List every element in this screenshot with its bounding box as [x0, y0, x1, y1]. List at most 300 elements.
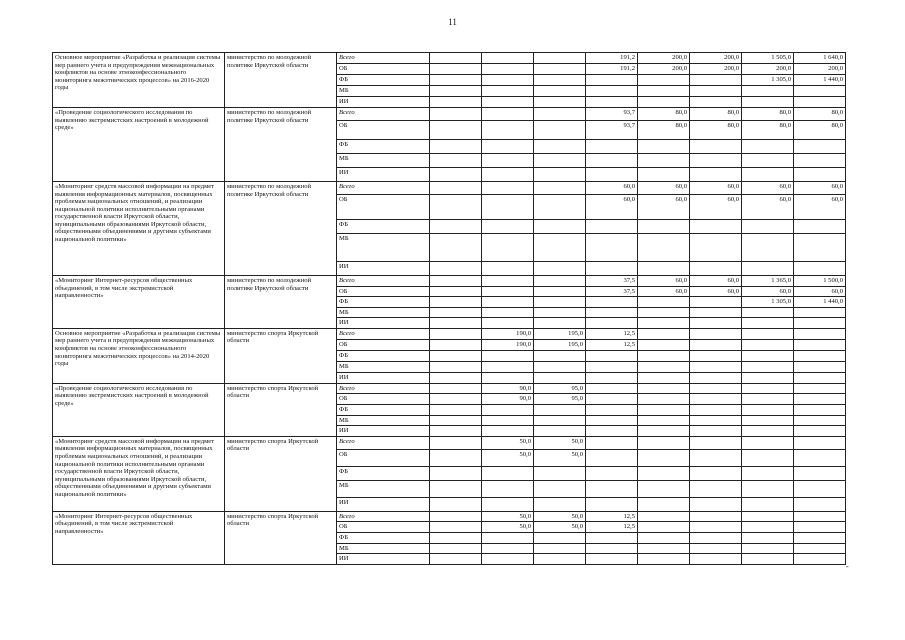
amount-cell — [586, 415, 638, 426]
amount-cell — [534, 108, 586, 121]
amount-cell — [794, 234, 846, 262]
amount-cell: 50,0 — [482, 436, 534, 449]
amount-cell — [742, 350, 794, 361]
amount-cell — [638, 339, 690, 350]
funding-source: ИИ — [337, 497, 430, 511]
amount-cell: 1 440,0 — [794, 297, 846, 308]
amount-cell: 50,0 — [534, 511, 586, 522]
amount-cell — [794, 466, 846, 480]
amount-cell: 1 365,0 — [742, 276, 794, 287]
amount-cell — [742, 372, 794, 383]
funding-source: Всего — [337, 182, 430, 195]
executor: министерство спорта Иркутской области — [225, 383, 337, 436]
amount-cell — [482, 480, 534, 497]
amount-cell — [586, 75, 638, 86]
amount-cell — [742, 543, 794, 554]
amount-cell — [794, 415, 846, 426]
amount-cell — [534, 195, 586, 220]
amount-cell: 80,0 — [742, 121, 794, 140]
amount-cell — [482, 86, 534, 97]
amount-cell — [586, 97, 638, 108]
amount-cell — [690, 511, 742, 522]
amount-cell — [794, 511, 846, 522]
amount-cell — [794, 86, 846, 97]
funding-source: Всего — [337, 511, 430, 522]
amount-cell — [482, 154, 534, 168]
funding-source: МБ — [337, 480, 430, 497]
amount-cell — [690, 234, 742, 262]
amount-cell — [586, 262, 638, 276]
amount-cell — [742, 307, 794, 318]
amount-cell — [430, 182, 482, 195]
amount-cell — [794, 97, 846, 108]
amount-cell — [742, 449, 794, 466]
amount-cell — [430, 522, 482, 533]
budget-table — [52, 52, 846, 565]
amount-cell — [742, 415, 794, 426]
executor: министерство по молодежной политике Иркутской области — [225, 276, 337, 329]
amount-cell — [430, 262, 482, 276]
amount-cell: 12,5 — [586, 511, 638, 522]
amount-cell: 1 505,0 — [742, 53, 794, 64]
amount-cell — [690, 350, 742, 361]
amount-cell — [586, 140, 638, 154]
amount-cell: 12,5 — [586, 522, 638, 533]
amount-cell — [690, 318, 742, 329]
amount-cell — [690, 86, 742, 97]
amount-cell: 60,0 — [638, 276, 690, 287]
amount-cell — [534, 182, 586, 195]
amount-cell — [534, 121, 586, 140]
amount-cell — [638, 466, 690, 480]
amount-cell — [794, 554, 846, 565]
amount-cell — [534, 480, 586, 497]
amount-cell — [690, 75, 742, 86]
funding-source: ОБ — [337, 339, 430, 350]
amount-cell — [742, 436, 794, 449]
amount-cell — [638, 328, 690, 339]
amount-cell — [638, 154, 690, 168]
amount-cell — [586, 554, 638, 565]
amount-cell — [638, 532, 690, 543]
amount-cell — [534, 262, 586, 276]
amount-cell — [430, 554, 482, 565]
amount-cell — [742, 383, 794, 394]
amount-cell — [534, 426, 586, 437]
amount-cell — [638, 449, 690, 466]
amount-cell — [534, 318, 586, 329]
amount-cell — [482, 182, 534, 195]
amount-cell — [482, 415, 534, 426]
funding-source: МБ — [337, 307, 430, 318]
amount-cell — [482, 361, 534, 372]
amount-cell — [794, 394, 846, 405]
amount-cell — [742, 140, 794, 154]
funding-source: ФБ — [337, 75, 430, 86]
amount-cell — [430, 466, 482, 480]
amount-cell — [586, 307, 638, 318]
funding-source: ФБ — [337, 220, 430, 234]
table-body — [53, 53, 846, 565]
activity-name: «Проведение социологического исследования по выявлению экстремистских настроений в молодежной среде» — [53, 108, 225, 182]
amount-cell — [586, 361, 638, 372]
amount-cell — [534, 154, 586, 168]
amount-cell — [430, 415, 482, 426]
amount-cell — [794, 318, 846, 329]
amount-cell: 195,0 — [534, 328, 586, 339]
amount-cell — [638, 554, 690, 565]
amount-cell — [690, 297, 742, 308]
amount-cell — [742, 168, 794, 182]
amount-cell — [586, 480, 638, 497]
amount-cell — [638, 297, 690, 308]
amount-cell: 200,0 — [638, 53, 690, 64]
amount-cell — [534, 554, 586, 565]
amount-cell — [794, 436, 846, 449]
funding-source: Всего — [337, 383, 430, 394]
activity-name: «Мониторинг средств массовой информации на предмет выявления информационных материалов, посвященных проблемам национальных отношений, и реализации национальной политики исполнительными органами государственной власти Иркутской области, муниципальными образованиями Иркутской области, общественными объединениями и другими субъектами национальной политики» — [53, 182, 225, 276]
amount-cell — [586, 350, 638, 361]
amount-cell — [690, 154, 742, 168]
amount-cell: 80,0 — [794, 121, 846, 140]
amount-cell — [638, 383, 690, 394]
amount-cell — [430, 339, 482, 350]
amount-cell: 200,0 — [690, 53, 742, 64]
amount-cell — [482, 426, 534, 437]
amount-cell: 60,0 — [586, 182, 638, 195]
amount-cell: 90,0 — [482, 383, 534, 394]
amount-cell: 190,0 — [482, 328, 534, 339]
amount-cell — [586, 86, 638, 97]
amount-cell — [742, 511, 794, 522]
amount-cell — [794, 220, 846, 234]
amount-cell: 60,0 — [638, 182, 690, 195]
funding-source: Всего — [337, 108, 430, 121]
amount-cell — [430, 234, 482, 262]
amount-cell — [690, 168, 742, 182]
amount-cell — [586, 532, 638, 543]
amount-cell — [638, 415, 690, 426]
amount-cell — [430, 86, 482, 97]
funding-source: МБ — [337, 86, 430, 97]
amount-cell — [794, 426, 846, 437]
amount-cell — [638, 522, 690, 533]
amount-cell — [430, 64, 482, 75]
amount-cell — [638, 318, 690, 329]
amount-cell: 90,0 — [482, 394, 534, 405]
amount-cell: 60,0 — [794, 286, 846, 297]
funding-source: ФБ — [337, 405, 430, 416]
amount-cell — [430, 286, 482, 297]
amount-cell — [586, 449, 638, 466]
amount-cell — [690, 328, 742, 339]
amount-cell — [742, 339, 794, 350]
funding-source: МБ — [337, 361, 430, 372]
amount-cell — [534, 361, 586, 372]
amount-cell — [430, 154, 482, 168]
amount-cell: 50,0 — [534, 522, 586, 533]
amount-cell: 60,0 — [794, 182, 846, 195]
amount-cell — [794, 405, 846, 416]
amount-cell — [430, 543, 482, 554]
funding-source: Всего — [337, 53, 430, 64]
amount-cell — [534, 297, 586, 308]
amount-cell — [586, 436, 638, 449]
amount-cell: 50,0 — [534, 436, 586, 449]
amount-cell: 95,0 — [534, 383, 586, 394]
amount-cell — [742, 532, 794, 543]
amount-cell: 60,0 — [638, 286, 690, 297]
amount-cell — [482, 75, 534, 86]
amount-cell — [534, 86, 586, 97]
amount-cell — [638, 350, 690, 361]
amount-cell — [534, 497, 586, 511]
amount-cell — [430, 372, 482, 383]
table-row — [53, 108, 846, 121]
amount-cell — [638, 480, 690, 497]
activity-name: «Проведение социологического исследования по выявлению экстремистских настроений в молодежной среде» — [53, 383, 225, 436]
amount-cell — [638, 394, 690, 405]
amount-cell: 1 440,0 — [794, 75, 846, 86]
amount-cell: 200,0 — [690, 64, 742, 75]
amount-cell — [482, 405, 534, 416]
amount-cell: 80,0 — [794, 108, 846, 121]
amount-cell: 93,7 — [586, 108, 638, 121]
amount-cell — [482, 64, 534, 75]
amount-cell: 60,0 — [690, 276, 742, 287]
amount-cell — [586, 383, 638, 394]
amount-cell — [794, 372, 846, 383]
funding-source: ФБ — [337, 297, 430, 308]
amount-cell: 191,2 — [586, 53, 638, 64]
amount-cell — [690, 436, 742, 449]
amount-cell — [482, 108, 534, 121]
amount-cell — [430, 140, 482, 154]
amount-cell: 93,7 — [586, 121, 638, 140]
executor: министерство по молодежной политике Иркутской области — [225, 108, 337, 182]
funding-source: ОБ — [337, 449, 430, 466]
funding-source: ИИ — [337, 168, 430, 182]
amount-cell — [742, 154, 794, 168]
amount-cell — [482, 140, 534, 154]
amount-cell — [534, 286, 586, 297]
amount-cell: 12,5 — [586, 328, 638, 339]
funding-source: ОБ — [337, 394, 430, 405]
amount-cell: 50,0 — [482, 511, 534, 522]
amount-cell — [482, 466, 534, 480]
amount-cell — [638, 75, 690, 86]
amount-cell — [430, 405, 482, 416]
amount-cell — [534, 75, 586, 86]
activity-name: Основное мероприятие «Разработка и реализация системы мер раннего учета и предупреждения межнациональных конфликтов на основе этноконфессионального мониторинга межэтнических процессов» на 2016-2020 годы — [53, 53, 225, 108]
amount-cell — [638, 497, 690, 511]
amount-cell — [794, 449, 846, 466]
amount-cell — [690, 522, 742, 533]
amount-cell — [430, 307, 482, 318]
amount-cell — [586, 466, 638, 480]
amount-cell — [482, 286, 534, 297]
amount-cell — [742, 262, 794, 276]
amount-cell — [794, 154, 846, 168]
amount-cell — [482, 554, 534, 565]
funding-source: ФБ — [337, 466, 430, 480]
amount-cell — [482, 543, 534, 554]
amount-cell — [482, 532, 534, 543]
amount-cell — [690, 554, 742, 565]
amount-cell — [794, 522, 846, 533]
amount-cell — [534, 234, 586, 262]
amount-cell — [742, 497, 794, 511]
amount-cell — [534, 350, 586, 361]
amount-cell — [534, 543, 586, 554]
amount-cell: 60,0 — [742, 195, 794, 220]
amount-cell — [586, 497, 638, 511]
amount-cell — [534, 220, 586, 234]
amount-cell — [794, 361, 846, 372]
amount-cell — [690, 307, 742, 318]
amount-cell — [742, 220, 794, 234]
amount-cell — [430, 394, 482, 405]
amount-cell — [534, 168, 586, 182]
amount-cell — [482, 220, 534, 234]
activity-name: «Мониторинг Интернет-ресурсов общественных объединений, в том числе экстремистской направленности» — [53, 511, 225, 564]
amount-cell — [430, 168, 482, 182]
amount-cell: 200,0 — [794, 64, 846, 75]
funding-source: МБ — [337, 543, 430, 554]
amount-cell — [586, 426, 638, 437]
amount-cell — [430, 511, 482, 522]
amount-cell — [586, 297, 638, 308]
amount-cell — [794, 480, 846, 497]
amount-cell — [482, 168, 534, 182]
amount-cell — [430, 195, 482, 220]
amount-cell — [638, 543, 690, 554]
amount-cell: 60,0 — [690, 195, 742, 220]
amount-cell — [534, 64, 586, 75]
amount-cell — [534, 307, 586, 318]
amount-cell — [690, 372, 742, 383]
funding-source: ФБ — [337, 140, 430, 154]
amount-cell — [742, 522, 794, 533]
funding-source: МБ — [337, 415, 430, 426]
funding-source: ИИ — [337, 262, 430, 276]
amount-cell — [742, 361, 794, 372]
amount-cell — [430, 97, 482, 108]
funding-source: ИИ — [337, 372, 430, 383]
amount-cell — [638, 140, 690, 154]
amount-cell — [690, 543, 742, 554]
amount-cell — [742, 554, 794, 565]
amount-cell — [638, 220, 690, 234]
table-row — [53, 328, 846, 339]
amount-cell — [742, 318, 794, 329]
amount-cell: 1 640,0 — [794, 53, 846, 64]
amount-cell — [586, 372, 638, 383]
page-number: 11 — [448, 17, 457, 27]
funding-source: ОБ — [337, 64, 430, 75]
executor: министерство по молодежной политике Иркутской области — [225, 182, 337, 276]
funding-source: МБ — [337, 154, 430, 168]
amount-cell — [586, 394, 638, 405]
amount-cell — [638, 97, 690, 108]
amount-cell — [690, 426, 742, 437]
amount-cell — [482, 276, 534, 287]
amount-cell — [482, 262, 534, 276]
funding-source: ИИ — [337, 554, 430, 565]
amount-cell: 1 305,0 — [742, 75, 794, 86]
amount-cell — [430, 532, 482, 543]
amount-cell — [534, 97, 586, 108]
amount-cell — [430, 297, 482, 308]
amount-cell: 200,0 — [638, 64, 690, 75]
amount-cell — [690, 220, 742, 234]
amount-cell — [586, 543, 638, 554]
amount-cell: 60,0 — [638, 195, 690, 220]
funding-source: ФБ — [337, 350, 430, 361]
amount-cell: 37,5 — [586, 276, 638, 287]
amount-cell: 80,0 — [638, 108, 690, 121]
amount-cell: 200,0 — [742, 64, 794, 75]
amount-cell — [690, 532, 742, 543]
activity-name: Основное мероприятие «Разработка и реализация системы мер раннего учета и предупреждения межнациональных конфликтов на основе этноконфессионального мониторинга межэтнических процессов» на 2014-2020 годы — [53, 328, 225, 383]
amount-cell: 1 305,0 — [742, 297, 794, 308]
amount-cell — [482, 97, 534, 108]
amount-cell — [638, 511, 690, 522]
amount-cell — [586, 405, 638, 416]
amount-cell — [638, 405, 690, 416]
amount-cell — [482, 297, 534, 308]
amount-cell: 195,0 — [534, 339, 586, 350]
amount-cell — [794, 328, 846, 339]
amount-cell — [638, 262, 690, 276]
amount-cell — [794, 497, 846, 511]
amount-cell — [794, 307, 846, 318]
executor: министерство спорта Иркутской области — [225, 328, 337, 383]
amount-cell — [690, 262, 742, 276]
amount-cell — [742, 480, 794, 497]
funding-source: ОБ — [337, 522, 430, 533]
amount-cell: 80,0 — [742, 108, 794, 121]
amount-cell — [482, 53, 534, 64]
amount-cell — [742, 328, 794, 339]
amount-cell: 60,0 — [690, 182, 742, 195]
amount-cell — [742, 86, 794, 97]
amount-cell — [690, 339, 742, 350]
amount-cell: 50,0 — [534, 449, 586, 466]
amount-cell — [690, 480, 742, 497]
amount-cell — [794, 350, 846, 361]
amount-cell: 190,0 — [482, 339, 534, 350]
amount-cell — [690, 383, 742, 394]
amount-cell — [430, 276, 482, 287]
amount-cell: 80,0 — [690, 121, 742, 140]
amount-cell — [690, 449, 742, 466]
amount-cell — [742, 394, 794, 405]
amount-cell — [690, 497, 742, 511]
amount-cell — [430, 426, 482, 437]
amount-cell: 60,0 — [794, 195, 846, 220]
amount-cell — [430, 328, 482, 339]
amount-cell: 12,5 — [586, 339, 638, 350]
amount-cell — [430, 108, 482, 121]
funding-source: ОБ — [337, 195, 430, 220]
table-row — [53, 436, 846, 449]
table-row — [53, 383, 846, 394]
funding-source: ОБ — [337, 121, 430, 140]
amount-cell — [430, 220, 482, 234]
amount-cell: 191,2 — [586, 64, 638, 75]
amount-cell — [794, 262, 846, 276]
